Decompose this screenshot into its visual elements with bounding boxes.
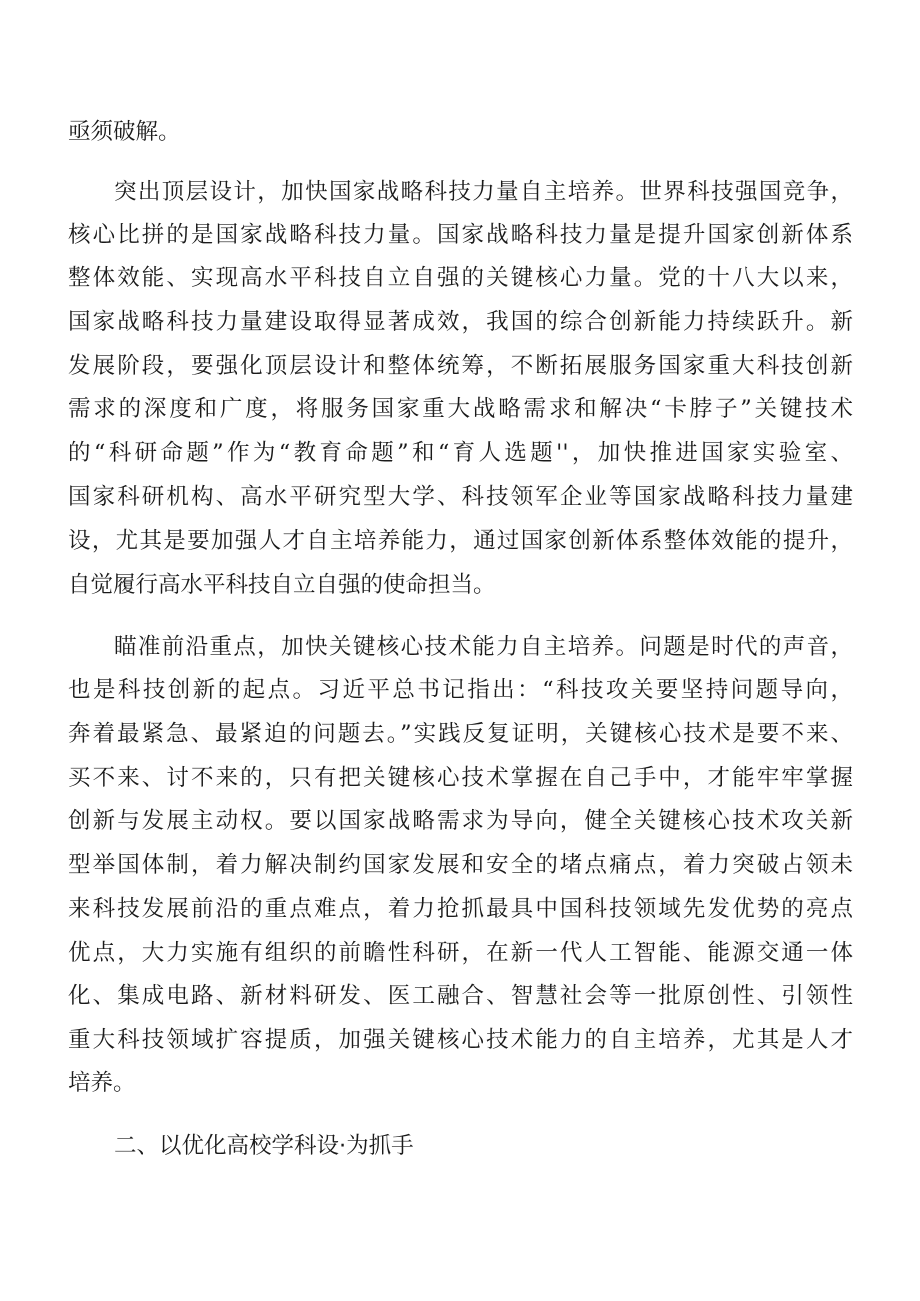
paragraph-line: 奔着最紧急、最紧迫的问题去。”实践反复证明，关键核心技术是要不来、 [68,721,853,747]
paragraph-line: 也是科技创新的起点。习近平总书记指出：“科技攻关要坚持问题导向， [68,677,853,703]
paragraph-line: 创新与发展主动权。要以国家战略需求为导向，健全关键核心技术攻关新 [68,808,853,834]
paragraph-line: 自觉履行高水平科技自立自强的使命担当。 [68,572,496,598]
paragraph-line: 优点，大力实施有组织的前瞻性科研，在新一代人工智能、能源交通一体 [68,940,853,966]
paragraph-line: 整体效能、实现高水平科技自立自强的关键核心力量。党的十八大以来， [68,265,853,291]
paragraph-line: 买不来、讨不来的，只有把关键核心技术掌握在自己手中，才能牢牢掌握 [68,765,853,791]
paragraph-line: 瞄准前沿重点，加快关键核心技术能力自主培养。问题是时代的声音， [114,634,853,660]
paragraph-line: 核心比拼的是国家战略科技力量。国家战略科技力量是提升国家创新体系 [68,222,853,248]
paragraph-line: 设，尤其是要加强人才自主培养能力，通过国家创新体系整体效能的提升， [68,528,853,554]
paragraph-line: 化、集成电路、新材料研发、医工融合、智慧社会等一批原创性、引领性 [68,983,853,1009]
paragraph-line: 来科技发展前沿的重点难点，着力抢抓最具中国科技领域先发优势的亮点 [68,896,853,922]
paragraph-line: 国家战略科技力量建设取得显著成效，我国的综合创新能力持续跃升。新 [68,309,853,335]
paragraph-line: 突出顶层设计，加快国家战略科技力量自主培养。世界科技强国竞争， [114,179,853,205]
paragraph-line: 亟须破解。 [68,119,181,145]
paragraph-line: 重大科技领域扩容提质，加强关键核心技术能力的自主培养，尤其是人才 [68,1027,853,1053]
paragraph-line: 型举国体制，着力解决制约国家发展和安全的堵点痛点，着力突破占领未 [68,852,853,878]
paragraph-line: 需求的深度和广度，将服务国家重大战略需求和解决“卡脖子”关键技术 [68,396,853,422]
paragraph-line: 的“科研命题”作为“教育命题”和“育人选题''，加快推进国家实验室、 [68,440,853,466]
paragraph-line: 发展阶段，要强化顶层设计和整体统筹，不断拓展服务国家重大科技创新 [68,353,853,379]
paragraph-line: 国家科研机构、高水平研究型大学、科技领军企业等国家战略科技力量建 [68,484,853,510]
section-heading: 二、以优化高校学科设·为抓手 [114,1133,414,1159]
paragraph-line: 培养。 [68,1070,136,1096]
